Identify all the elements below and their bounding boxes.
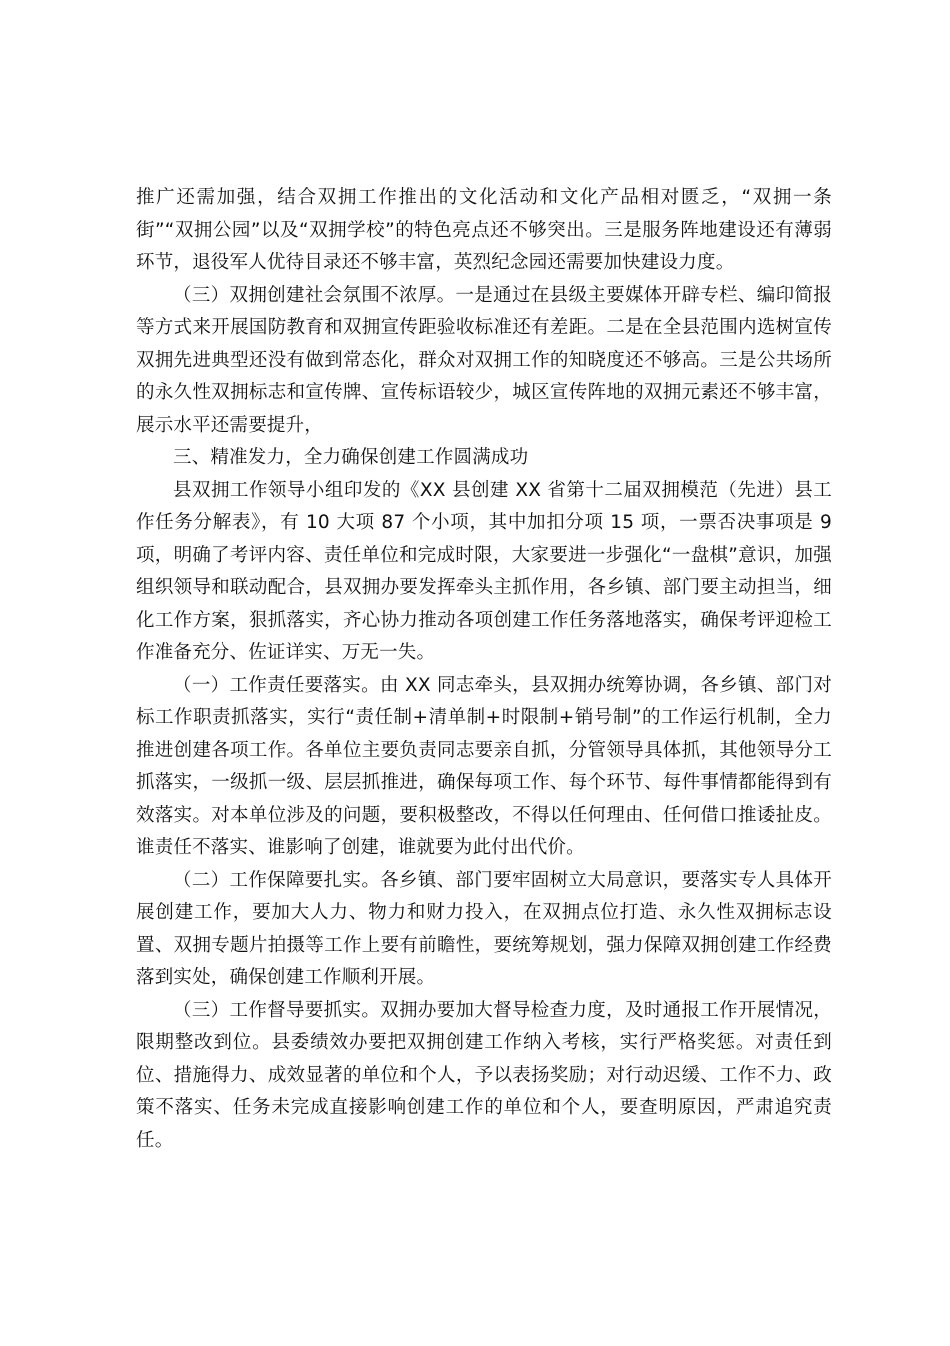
section-heading-three: 三、精准发力，全力确保创建工作圆满成功 (173, 447, 529, 468)
paragraph-social-atmosphere: （三）双拥创建社会氛围不浓厚。一是通过在县级主要媒体开辟专栏、编印简报等方式来开展国防教育和双拥宣传距验收标准还有差距。二是在全县范围内选树宣传双拥先进典型还没有做到常态化，群众对双拥工作的知晓度还不够高。三是公共场所的永久性双拥标志和宣传牌、宣传标语较少，城区宣传阵地的双拥元素还不够丰富，展示水平还需要提升， (136, 284, 832, 436)
paragraph-task-breakdown: 县双拥工作领导小组印发的《XX 县创建 XX 省第十二届双拥模范（先进）县工作任务分解表》，有 10 大项 87 个小项，其中加扣分项 15 项，一票否决事项是 9 项，明确了考评内容、责任单位和完成时限，大家要进一步强化“一盘棋”意识，加强组织领导和联动配合，县双拥办要发挥牵头主抓作用，各乡镇、部门要主动担当，细化工作方案，狠抓落实，齐心协力推动各项创建工作任务落地落实，确保考评迎检工作准备充分、佐证详实、万无一失。 (136, 479, 832, 663)
paragraph-continued: 推广还需加强，结合双拥工作推出的文化活动和文化产品相对匮乏，“双拥一条街”“双拥公园”以及“双拥学校”的特色亮点还不够突出。三是服务阵地建设还有薄弱环节，退役军人优待目录还不够丰富，英烈纪念园还需要加快建设力度。 (136, 187, 832, 273)
paragraph-guarantee: （二）工作保障要扎实。各乡镇、部门要牢固树立大局意识，要落实专人具体开展创建工作，要加大人力、物力和财力投入，在双拥点位打造、永久性双拥标志设置、双拥专题片拍摄等工作上要有前瞻性，要统筹规划，强力保障双拥创建工作经费落到实处，确保创建工作顺利开展。 (136, 869, 832, 988)
paragraph-responsibility: （一）工作责任要落实。由 XX 同志牵头，县双拥办统筹协调，各乡镇、部门对标工作职责抓落实，实行“责任制+清单制+时限制+销号制”的工作运行机制，全力推进创建各项工作。各单位主要负责同志要亲自抓，分管领导具体抓，其他领导分工抓落实，一级抓一级、层层抓推进，确保每项工作、每个环节、每件事情都能得到有效落实。对本单位涉及的问题，要积极整改，不得以任何理由、任何借口推诿扯皮。谁责任不落实、谁影响了创建，谁就要为此付出代价。 (136, 674, 832, 858)
paragraph-supervision: （三）工作督导要抓实。双拥办要加大督导检查力度，及时通报工作开展情况，限期整改到位。县委绩效办要把双拥创建工作纳入考核，实行严格奖惩。对责任到位、措施得力、成效显著的单位和个人，予以表扬奖励；对行动迟缓、工作不力、政策不落实、任务未完成直接影响创建工作的单位和个人，要查明原因，严肃追究责任。 (136, 999, 832, 1151)
document-body (136, 182, 832, 1157)
